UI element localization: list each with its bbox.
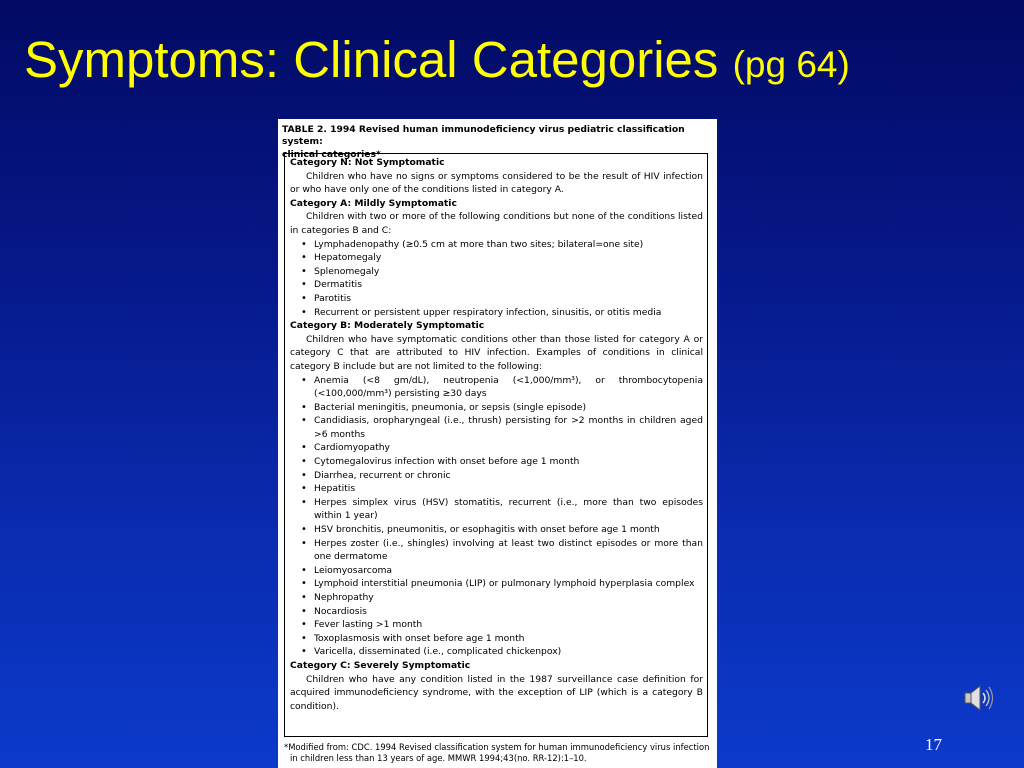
list-item: • Varicella, disseminated (i.e., complicated chickenpox) — [290, 645, 703, 659]
footnote-text: *Modified from: CDC. 1994 Revised classification system for human immunodeficiency virus infection in children less than 13 years of age. MMWR 1994;43(no. RR-12):1–10. — [284, 742, 710, 764]
list-item: • Herpes simplex virus (HSV) stomatitis, recurrent (i.e., more than two episodes within 1 year) — [290, 496, 703, 523]
list-item: • Dermatitis — [290, 278, 703, 292]
list-item: • Toxoplasmosis with onset before age 1 month — [290, 632, 703, 646]
list-item: • Anemia (<8 gm/dL), neutropenia (<1,000/mm³), or thrombocytopenia (<100,000/mm³) persisting ≥30 days — [290, 374, 703, 401]
category-n-text: Children who have no signs or symptoms considered to be the result of HIV infection or who have only one of the conditions listed in category A. — [290, 170, 703, 196]
list-item: • Nephropathy — [290, 591, 703, 605]
category-n-heading: Category N: Not Symptomatic — [290, 157, 445, 168]
category-c-heading: Category C: Severely Symptomatic — [290, 659, 471, 671]
list-item: • Cytomegalovirus infection with onset before age 1 month — [290, 455, 703, 469]
list-item: • Bacterial meningitis, pneumonia, or sepsis (single episode) — [290, 401, 703, 415]
caption-bold: TABLE 2. 1994 Revised human immunodeficiency virus pediatric classification system: — [282, 124, 685, 148]
page-number: 17 — [925, 735, 942, 754]
list-item: • Lymphoid interstitial pneumonia (LIP) or pulmonary lymphoid hyperplasia complex — [290, 577, 703, 591]
list-item: • HSV bronchitis, pneumonitis, or esophagitis with onset before age 1 month — [290, 523, 703, 537]
list-item: • Fever lasting >1 month — [290, 618, 703, 632]
title-text: Symptoms: Clinical Categories — [24, 31, 719, 88]
slide-title — [24, 30, 850, 89]
list-item: • Nocardiosis — [290, 605, 703, 619]
title-page-ref: (pg 64) — [732, 44, 850, 85]
list-item: • Parotitis — [290, 292, 703, 306]
speaker-icon[interactable] — [962, 682, 996, 714]
category-b-text: Children who have symptomatic conditions other than those listed for category A or category C that are attributed to HIV infection. Examples of conditions in clinical category B include but are not limited to the following: — [290, 333, 703, 372]
list-item: • Herpes zoster (i.e., shingles) involving at least two distinct episodes or more than one dermatome — [290, 537, 703, 564]
list-item: • Recurrent or persistent upper respiratory infection, sinusitis, or otitis media — [290, 306, 703, 320]
list-item: • Candidiasis, oropharyngeal (i.e., thrush) persisting for >2 months in children aged >6 months — [290, 414, 703, 441]
category-a-heading: Category A: Mildly Symptomatic — [290, 197, 457, 209]
list-item: • Leiomyosarcoma — [290, 564, 703, 578]
category-a-text: Children with two or more of the following conditions but none of the conditions listed in categories B and C: — [290, 211, 703, 236]
list-item: • Hepatomegaly — [290, 251, 703, 265]
list-item: • Hepatitis — [290, 482, 703, 496]
list-item: • Splenomegaly — [290, 265, 703, 279]
category-c-text: Children who have any condition listed in the 1987 surveillance case definition for acquired immunodeficiency syndrome, with the exception of LIP (which is a category B condition). — [290, 673, 703, 712]
table-footnote — [282, 742, 714, 764]
list-item: • Diarrhea, recurrent or chronic — [290, 469, 703, 483]
table-image — [278, 119, 717, 768]
list-item: • Cardiomyopathy — [290, 441, 703, 455]
caption-rest: clinical categories* — [282, 148, 381, 160]
category-b-heading: Category B: Moderately Symptomatic — [290, 320, 485, 332]
categories-box — [284, 153, 708, 737]
list-item: • Lymphadenopathy (≥0.5 cm at more than two sites; bilateral=one site) — [290, 238, 703, 252]
